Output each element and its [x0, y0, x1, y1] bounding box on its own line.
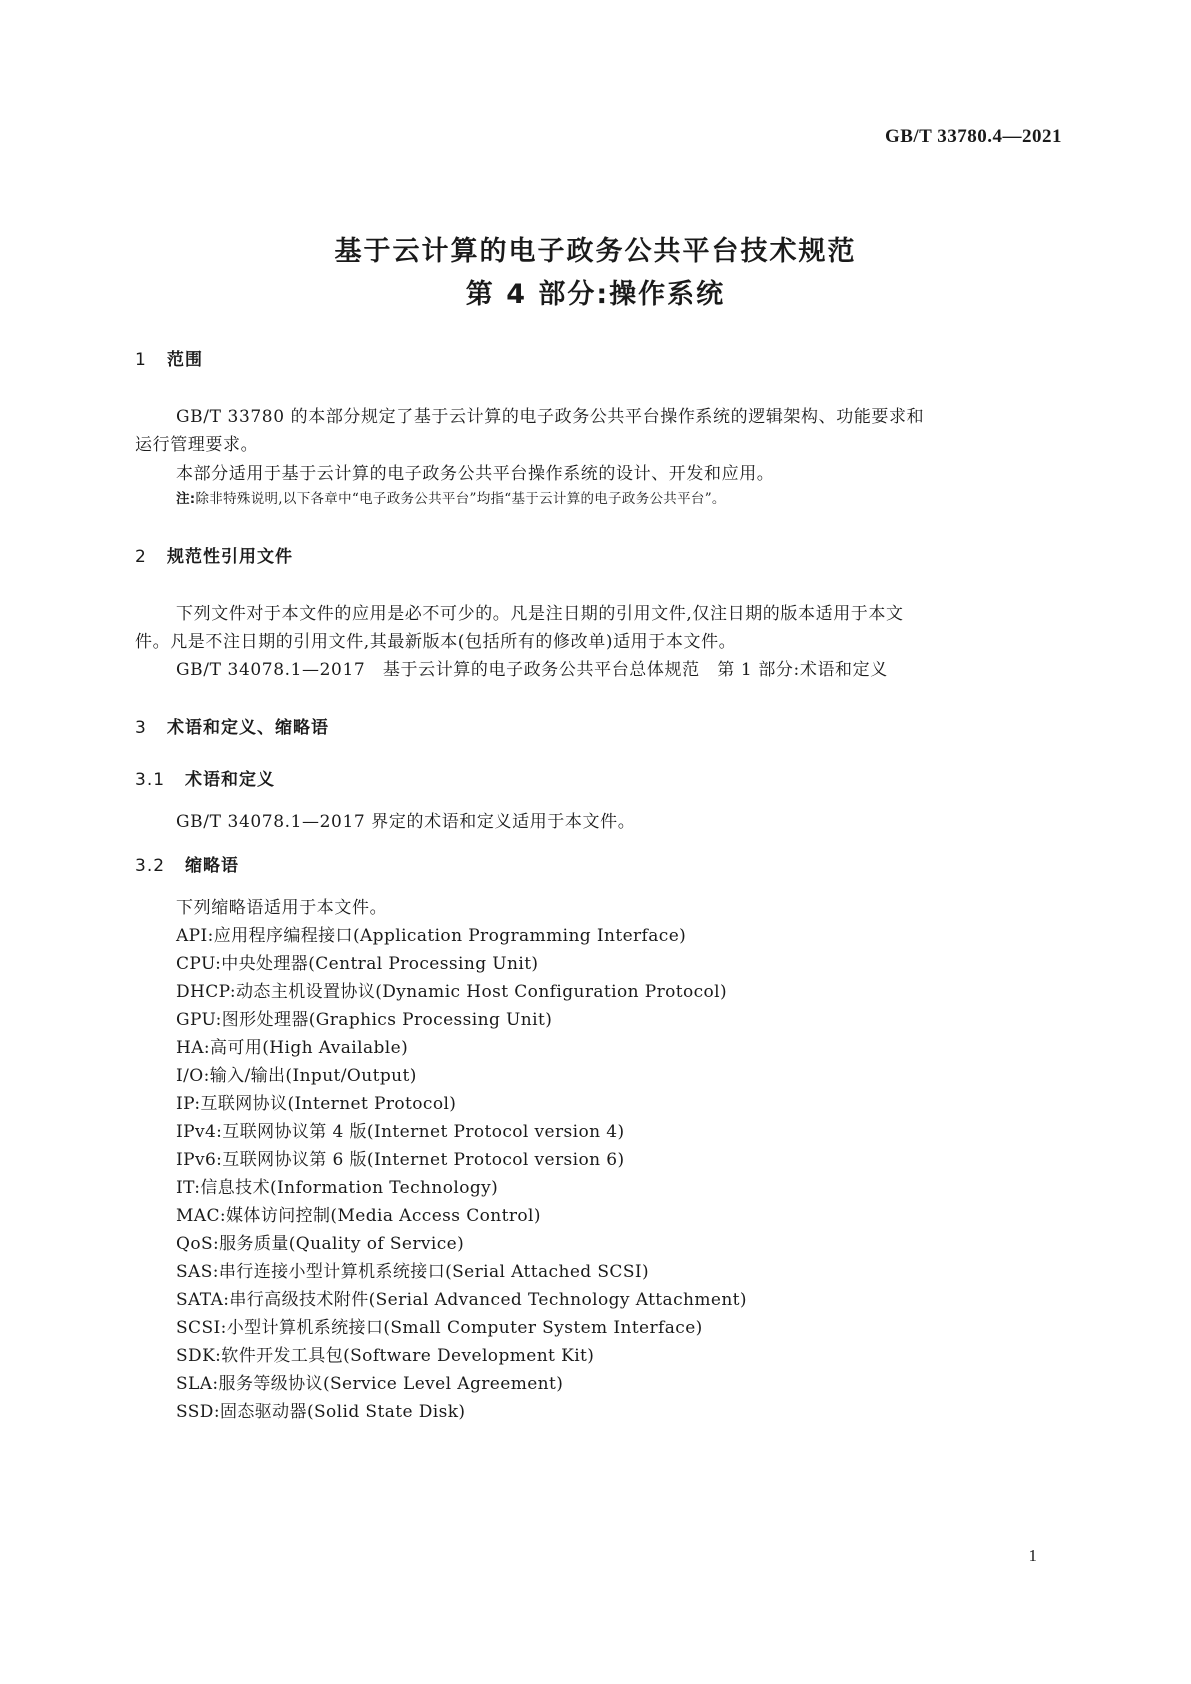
abbreviation-item: CPU:中央处理器(Central Processing Unit)	[176, 954, 539, 974]
section-number: 1	[135, 350, 147, 370]
page-number: 1	[1028, 1546, 1037, 1565]
abbreviation-item: MAC:媒体访问控制(Media Access Control)	[176, 1206, 541, 1226]
abbreviation-item: IP:互联网协议(Internet Protocol)	[176, 1094, 457, 1114]
paragraph-continuation: 件。凡是不注日期的引用文件,其最新版本(包括所有的修改单)适用于本文件。	[135, 632, 737, 652]
document-subtitle: 第 4 部分:操作系统	[465, 279, 726, 310]
section-title: 规范性引用文件	[167, 547, 293, 567]
abbreviation-item: SLA:服务等级协议(Service Level Agreement)	[176, 1374, 564, 1394]
abbreviation-item: HA:高可用(High Available)	[176, 1038, 409, 1058]
abbreviation-item: IPv6:互联网协议第 6 版(Internet Protocol version 6)	[176, 1150, 625, 1170]
abbreviation-item: I/O:输入/输出(Input/Output)	[176, 1066, 417, 1086]
note	[176, 487, 726, 507]
abbreviation-item: IT:信息技术(Information Technology)	[176, 1178, 499, 1198]
section-number: 2	[135, 547, 147, 567]
section-3-2-heading	[135, 851, 239, 876]
section-title: 术语和定义、缩略语	[167, 718, 329, 738]
section-3-1-heading	[135, 765, 275, 790]
section-2-heading	[135, 542, 293, 567]
section-3-heading	[135, 713, 329, 738]
paragraph: GB/T 34078.1—2017 界定的术语和定义适用于本文件。	[176, 812, 636, 832]
paragraph: 下列文件对于本文件的应用是必不可少的。凡是注日期的引用文件,仅注日期的版本适用于本文	[176, 604, 904, 624]
abbreviation-item: SDK:软件开发工具包(Software Development Kit)	[176, 1346, 595, 1366]
standard-number: GB/T 33780.4—2021	[884, 126, 1062, 147]
section-number: 3.1	[135, 770, 166, 790]
abbreviation-item: IPv4:互联网协议第 4 版(Internet Protocol version 4)	[176, 1122, 625, 1142]
abbreviation-item: SAS:串行连接小型计算机系统接口(Serial Attached SCSI)	[176, 1262, 650, 1282]
abbreviation-item: GPU:图形处理器(Graphics Processing Unit)	[176, 1010, 553, 1030]
abbreviation-item: SCSI:小型计算机系统接口(Small Computer System Interface)	[176, 1318, 703, 1338]
abbreviation-item: SSD:固态驱动器(Solid State Disk)	[176, 1402, 466, 1422]
abbreviation-item: QoS:服务质量(Quality of Service)	[176, 1234, 465, 1254]
abbreviation-item: SATA:串行高级技术附件(Serial Advanced Technology Attachment)	[176, 1290, 747, 1310]
section-1-heading	[135, 345, 203, 370]
abbreviation-item: DHCP:动态主机设置协议(Dynamic Host Configuration Protocol)	[176, 982, 728, 1002]
note-label: 注:	[176, 491, 196, 507]
paragraph: GB/T 33780 的本部分规定了基于云计算的电子政务公共平台操作系统的逻辑架构、功能要求和	[176, 407, 925, 427]
abbreviation-item: API:应用程序编程接口(Application Programming Interface)	[176, 926, 687, 946]
paragraph: 本部分适用于基于云计算的电子政务公共平台操作系统的设计、开发和应用。	[176, 464, 775, 484]
note-text: 除非特殊说明,以下各章中“电子政务公共平台”均指“基于云计算的电子政务公共平台”。	[195, 491, 726, 507]
paragraph-continuation: 运行管理要求。	[135, 435, 259, 455]
normative-reference: GB/T 34078.1—2017 基于云计算的电子政务公共平台总体规范 第 1 部分:术语和定义	[176, 660, 888, 680]
section-number: 3	[135, 718, 147, 738]
section-title: 缩略语	[185, 856, 239, 876]
section-title: 术语和定义	[185, 770, 275, 790]
section-number: 3.2	[135, 856, 166, 876]
section-title: 范围	[167, 350, 203, 370]
paragraph: 下列缩略语适用于本文件。	[176, 898, 388, 918]
document-title: 基于云计算的电子政务公共平台技术规范	[334, 236, 857, 267]
